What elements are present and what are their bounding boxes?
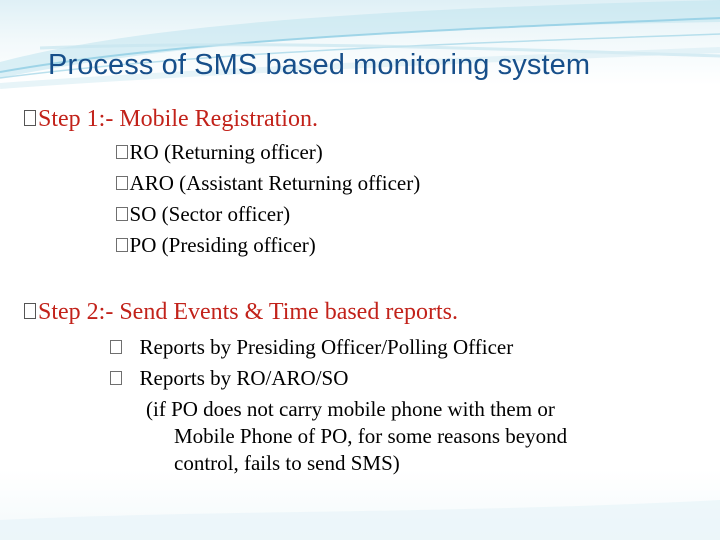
step2-heading: Step 2:- Send Events & Time based reports. — [24, 299, 458, 326]
footer-wave-decoration — [0, 470, 720, 540]
step1-item: RO (Returning officer) — [116, 140, 323, 165]
step1-item: PO (Presiding officer) — [116, 233, 316, 258]
slide-title: Process of SMS based monitoring system — [48, 49, 591, 81]
bullet-box-icon — [116, 176, 128, 190]
step1-item: SO (Sector officer) — [116, 202, 290, 227]
step2-note-line: Mobile Phone of PO, for some reasons beyond — [174, 424, 568, 448]
step1-heading: Step 1:- Mobile Registration. — [24, 106, 318, 133]
step2-note-line: (if PO does not carry mobile phone with them or — [146, 397, 555, 421]
bullet-box-icon — [116, 145, 128, 159]
step2-item: Reports by RO/ARO/SO — [110, 366, 348, 391]
bullet-box-icon — [110, 371, 122, 385]
bullet-box-icon — [24, 303, 36, 320]
step1-item: ARO (Assistant Returning officer) — [116, 171, 420, 196]
bullet-box-icon — [110, 340, 122, 354]
bullet-box-icon — [24, 110, 36, 127]
bullet-box-icon — [116, 207, 128, 221]
step2-item: Reports by Presiding Officer/Polling Officer — [110, 335, 513, 360]
bullet-box-icon — [116, 238, 128, 252]
step2-note-line: control, fails to send SMS) — [174, 451, 400, 475]
